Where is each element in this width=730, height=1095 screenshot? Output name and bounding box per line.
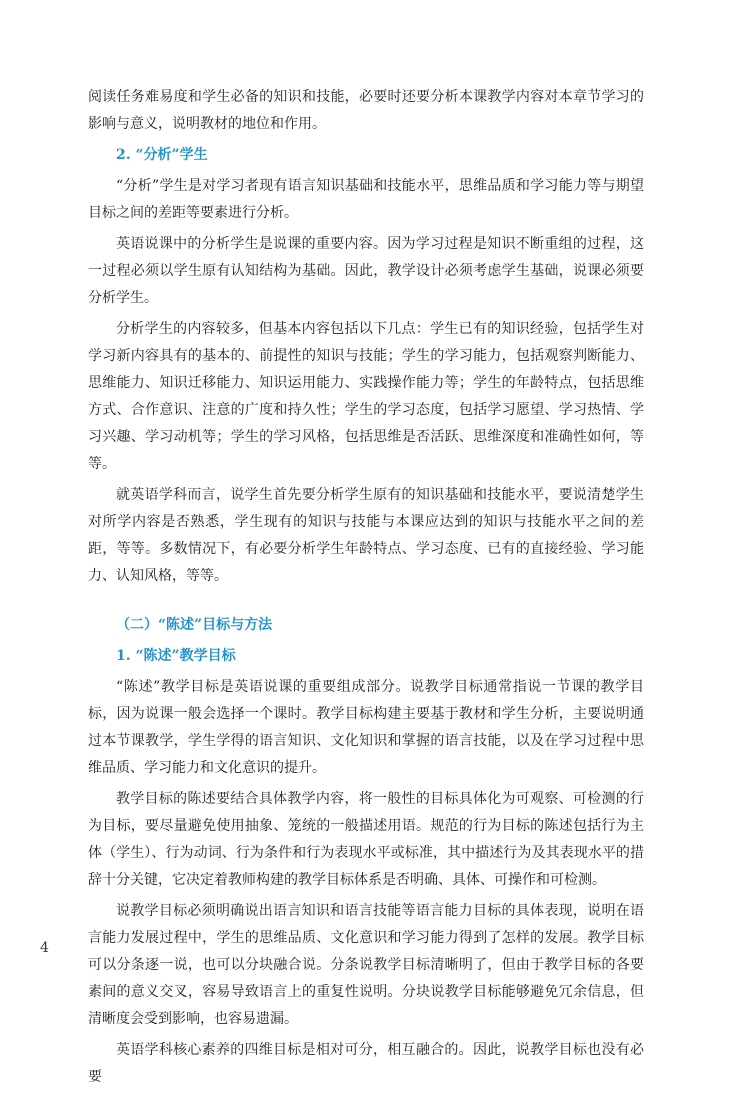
body-paragraph: 分析学生的内容较多，但基本内容包括以下几点：学生已有的知识经验，包括学生对学习新内容具有的基本的、前提性的知识与技能；学生的学习能力，包括观察判断能力、思维能力、知识迁移能力、知识运用能力、实践操作能力等；学生的年龄特点，包括思维方式、合作意识、注意的广度和持久性；学生的学习态度，包括学习愿望、学习热情、学习兴趣、学习动机等；学生的学习风格，包括思维是否活跃、思维深度和准确性如何，等等。: [88, 321, 644, 472]
page-number: 4: [40, 940, 49, 956]
body-paragraph: “陈述”教学目标是英语说课的重要组成部分。说教学目标通常指说一节课的教学目标，因为说课一般会选择一个课时。教学目标构建主要基于教材和学生分析，主要说明通过本节课教学，学生学得的语言知识、文化知识和掌握的语言技能，以及在学习过程中思维品质、学习能力和文化意识的提升。: [88, 679, 644, 776]
body-paragraph: 英语说课中的分析学生是说课的重要内容。因为学习过程是知识不断重组的过程，这一过程必须以学生原有认知结构为基础。因此，教学设计必须考虑学生基础，说课必须要分析学生。: [88, 236, 644, 306]
continued-paragraph: 阅读任务难易度和学生必备的知识和技能，必要时还要分析本课教学内容对本章节学习的影响与意义，说明教材的地位和作用。: [88, 89, 644, 132]
body-paragraph: 说教学目标必须明确说出语言知识和语言技能等语言能力目标的具体表现，说明在语言能力发展过程中，学生的思维品质、文化意识和学习能力得到了怎样的发展。教学目标可以分条逐一说，也可以分块融合说。分条说教学目标清晰明了，但由于教学目标的各要素间的意义交叉，容易导致语言上的重复性说明。分块说教学目标能够避免冗余信息，但清晰度会受到影响，也容易遗漏。: [88, 903, 644, 1027]
section-heading-analyze-students: 2. “分析”学生: [116, 147, 208, 163]
body-paragraph: 英语学科核心素养的四维目标是相对可分，相互融合的。因此，说教学目标也没有必要: [88, 1042, 644, 1085]
section-heading-state-objectives: （二）“陈述”目标与方法: [116, 617, 273, 633]
page-body: [88, 84, 644, 1095]
body-paragraph: 教学目标的陈述要结合具体教学内容，将一般性的目标具体化为可观察、可检测的行为目标，要尽量避免使用抽象、笼统的一般描述用语。规范的行为目标的陈述包括行为主体（学生）、行为动词、行为条件和行为表现水平或标准，其中描述行为及其表现水平的措辞十分关键，它决定着教师构建的教学目标体系是否明确、具体、可操作和可检测。: [88, 791, 644, 888]
body-paragraph: “分析”学生是对学习者现有语言知识基础和技能水平，思维品质和学习能力等与期望目标之间的差距等要素进行分析。: [88, 178, 644, 221]
body-paragraph: 就英语学科而言，说学生首先要分析学生原有的知识基础和技能水平，要说清楚学生对所学内容是否熟悉，学生现有的知识与技能与本课应达到的知识与技能水平之间的差距，等等。多数情况下，有必要分析学生年龄特点、学习态度、已有的直接经验、学习能力、认知风格，等等。: [88, 487, 644, 584]
subsection-heading-teaching-objectives: 1. “陈述”教学目标: [116, 648, 236, 664]
